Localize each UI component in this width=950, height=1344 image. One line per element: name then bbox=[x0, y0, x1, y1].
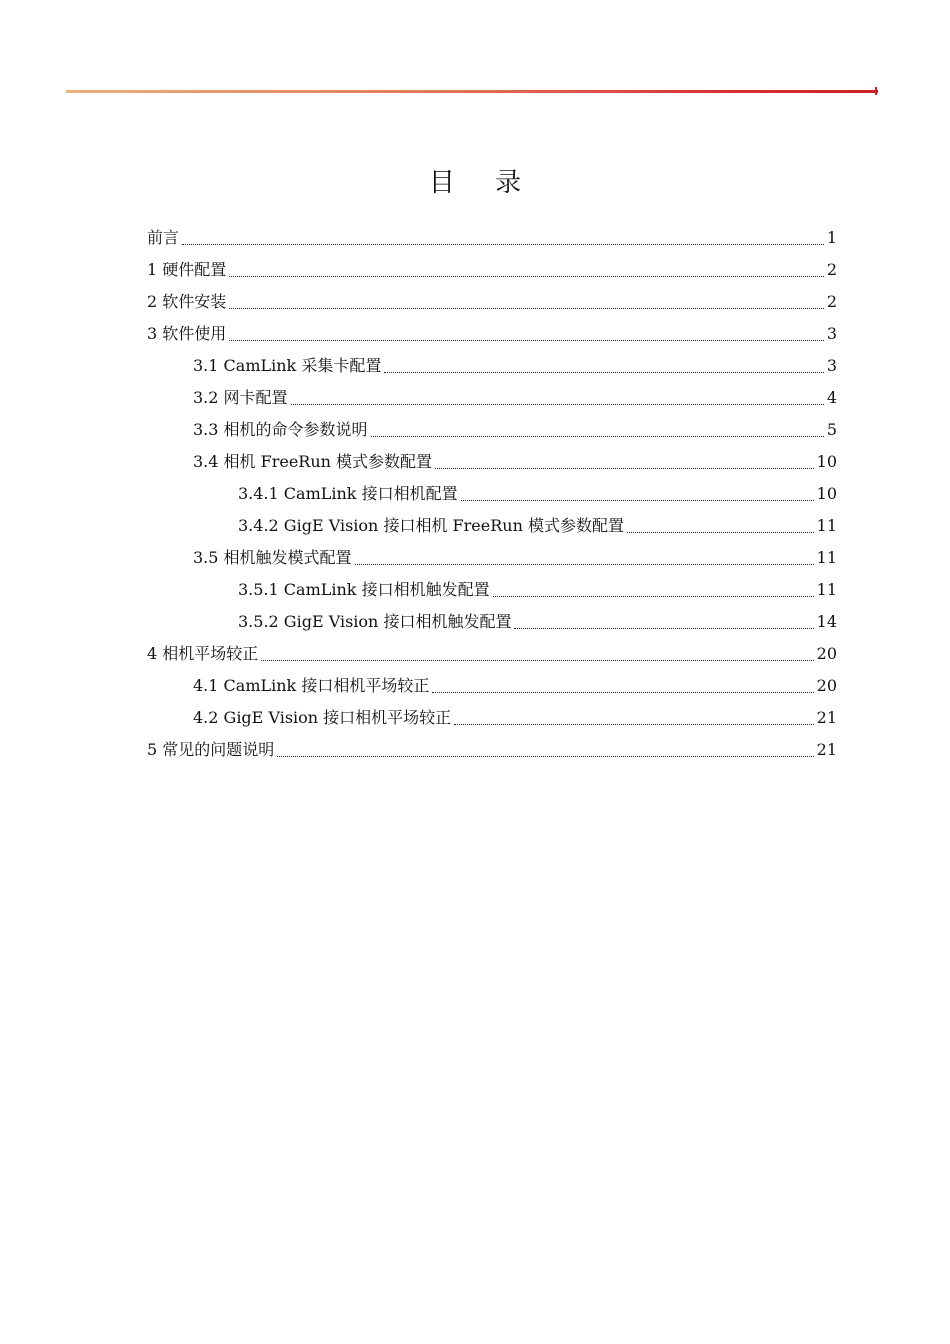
toc-leader bbox=[627, 532, 814, 533]
toc-entry-page: 10 bbox=[816, 452, 837, 471]
toc-entry-label: 3.4.2 GigE Vision 接口相机 FreeRun 模式参数配置 bbox=[238, 516, 624, 535]
toc-leader bbox=[182, 244, 824, 245]
toc-entry-page: 20 bbox=[816, 676, 837, 695]
toc-entry-label: 前言 bbox=[147, 228, 180, 247]
toc-entry-label: 4.1 CamLink 接口相机平场较正 bbox=[193, 676, 430, 695]
toc-leader bbox=[277, 756, 813, 757]
toc-entry-label: 4 相机平场较正 bbox=[147, 644, 259, 663]
toc-leader bbox=[461, 500, 814, 501]
toc-leader bbox=[384, 372, 823, 373]
toc-entry[interactable] bbox=[147, 478, 837, 510]
toc-entry-page: 14 bbox=[816, 612, 837, 631]
toc-entry[interactable] bbox=[147, 254, 837, 286]
toc-entry[interactable] bbox=[147, 574, 837, 606]
toc-entry-page: 3 bbox=[826, 324, 837, 343]
toc-entry[interactable] bbox=[147, 638, 837, 670]
toc-entry-label: 3.1 CamLink 采集卡配置 bbox=[193, 356, 382, 375]
toc-leader bbox=[229, 340, 824, 341]
toc-entry-label: 3 软件使用 bbox=[147, 324, 227, 343]
toc-entry[interactable] bbox=[147, 734, 837, 766]
toc-leader bbox=[493, 596, 814, 597]
toc-entry-label: 2 软件安装 bbox=[147, 292, 227, 311]
toc-entry-page: 3 bbox=[826, 356, 837, 375]
toc-leader bbox=[229, 308, 824, 309]
toc-entry-page: 21 bbox=[816, 740, 837, 759]
toc-entry-label: 3.5.1 CamLink 接口相机触发配置 bbox=[238, 580, 490, 599]
toc-leader bbox=[435, 468, 814, 469]
toc-entry[interactable] bbox=[147, 446, 837, 478]
toc-entry[interactable] bbox=[147, 542, 837, 574]
header-rule-tick bbox=[875, 87, 877, 95]
toc-entry-label: 3.4 相机 FreeRun 模式参数配置 bbox=[193, 452, 433, 471]
toc-leader bbox=[291, 404, 824, 405]
toc-entry-page: 11 bbox=[816, 516, 837, 535]
toc-leader bbox=[355, 564, 814, 565]
toc-title: 目 录 bbox=[428, 168, 538, 198]
toc-entry-page: 10 bbox=[816, 484, 837, 503]
toc-entry-label: 3.3 相机的命令参数说明 bbox=[193, 420, 368, 439]
toc-entry[interactable] bbox=[147, 286, 837, 318]
toc-entry-page: 5 bbox=[826, 420, 837, 439]
toc-entry[interactable] bbox=[147, 414, 837, 446]
toc-entry-page: 11 bbox=[816, 580, 837, 599]
toc-entry-label: 3.5 相机触发模式配置 bbox=[193, 548, 352, 567]
toc-entry-label: 1 硬件配置 bbox=[147, 260, 227, 279]
toc-entry[interactable] bbox=[147, 670, 837, 702]
toc-entry-label: 4.2 GigE Vision 接口相机平场较正 bbox=[193, 708, 452, 727]
toc-entry[interactable] bbox=[147, 510, 837, 542]
toc-entry-page: 20 bbox=[816, 644, 837, 663]
toc-leader bbox=[454, 724, 813, 725]
toc-entry-page: 4 bbox=[826, 388, 837, 407]
toc-entry-page: 11 bbox=[816, 548, 837, 567]
toc-entry[interactable] bbox=[147, 606, 837, 638]
toc-entry-page: 2 bbox=[826, 260, 837, 279]
toc-entry[interactable] bbox=[147, 702, 837, 734]
toc-leader bbox=[229, 276, 824, 277]
toc-leader bbox=[261, 660, 813, 661]
toc-entry[interactable] bbox=[147, 222, 837, 254]
toc-entry[interactable] bbox=[147, 382, 837, 414]
header-rule bbox=[66, 90, 878, 93]
toc-entry-label: 5 常见的问题说明 bbox=[147, 740, 275, 759]
toc-entry-page: 1 bbox=[826, 228, 837, 247]
toc-leader bbox=[432, 692, 813, 693]
toc-entry-label: 3.5.2 GigE Vision 接口相机触发配置 bbox=[238, 612, 512, 631]
toc-leader bbox=[371, 436, 824, 437]
toc-entry-label: 3.2 网卡配置 bbox=[193, 388, 288, 407]
toc-entry[interactable] bbox=[147, 318, 837, 350]
toc-entry-page: 21 bbox=[816, 708, 837, 727]
toc-entry[interactable] bbox=[147, 350, 837, 382]
toc-list bbox=[147, 222, 837, 766]
toc-leader bbox=[514, 628, 813, 629]
toc-entry-page: 2 bbox=[826, 292, 837, 311]
toc-entry-label: 3.4.1 CamLink 接口相机配置 bbox=[238, 484, 458, 503]
